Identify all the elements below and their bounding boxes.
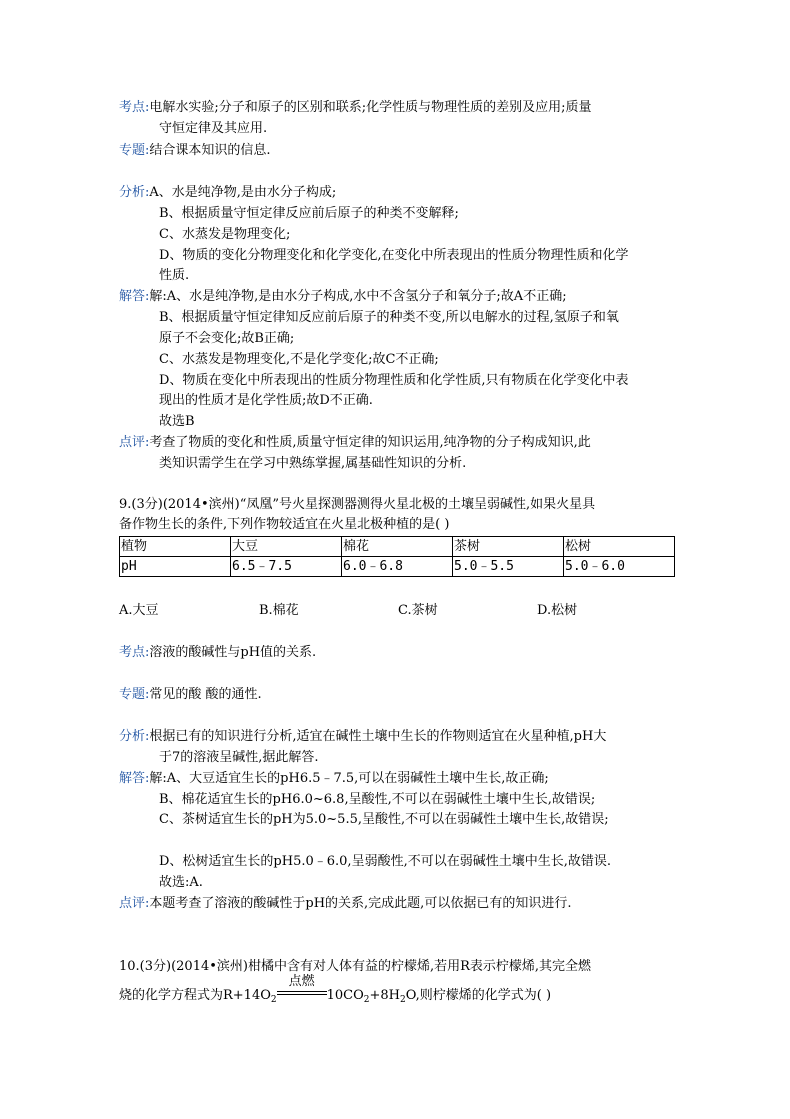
dianping-line-2: 类知识需学生在学习中熟练掌握,属基础性知识的分析.	[159, 456, 467, 471]
q9-jieda-line-5: 故选:A.	[159, 875, 203, 890]
option-a: A.大豆	[119, 603, 159, 618]
table-cell: 松树	[564, 537, 675, 557]
option-c: C.茶树	[398, 603, 438, 618]
option-d: D.松树	[537, 603, 578, 618]
table-cell: pH	[120, 557, 231, 577]
jieda-line-3: 原子不会变化;故B正确;	[159, 331, 295, 346]
q10-stem-line-1: 10.(3分)(2014•滨州)柑橘中含有对人体有益的柠檬烯,若用R表示柠檬烯,其完全燃	[119, 959, 592, 974]
q9-stem-line-2: 备作物生长的条件,下列作物较适宜在火星北极种植的是( )	[119, 517, 450, 532]
table-cell: 棉花	[342, 537, 453, 557]
kaodian-label: 考点:	[119, 100, 150, 115]
table-cell: 茶树	[453, 537, 564, 557]
table-cell: 大豆	[231, 537, 342, 557]
kaodian-line-1	[119, 100, 592, 116]
jieda-line-5: D、物质在变化中所表现出的性质分物理性质和化学性质,只有物质在化学变化中表	[159, 373, 629, 388]
q9-jieda-line-4: D、松树适宜生长的pH5.0﹣6.0,呈弱酸性,不可以在弱碱性土壤中生长,故错误.	[159, 854, 611, 869]
jieda-text: 解:A、水是纯净物,是由水分子构成,水中不含氢分子和氧分子;故A不正确;	[149, 289, 567, 304]
option-b: B.棉花	[259, 603, 299, 618]
q9-jieda-line-2: B、棉花适宜生长的pH6.0~6.8,呈酸性,不可以在弱碱性土壤中生长,故错误;	[159, 792, 596, 807]
jieda-line-4: C、水蒸发是物理变化,不是化学变化;故C不正确;	[159, 352, 439, 367]
q9-jieda-text: 解:A、大豆适宜生长的pH6.5﹣7.5,可以在弱碱性土壤中生长,故正确;	[149, 771, 549, 786]
jieda-line-7: 故选B	[159, 414, 195, 429]
jieda-line-2: B、根据质量守恒定律知反应前后原子的种类不变,所以电解水的过程,氢原子和氧	[159, 310, 619, 325]
zhuanti-line	[119, 143, 271, 159]
fenxi-line-5: 性质.	[159, 268, 190, 283]
subscript: 2	[363, 995, 370, 1005]
q9-fenxi-label: 分析:	[119, 729, 150, 744]
equals-bar	[277, 991, 327, 995]
q9-jieda-line-1	[119, 771, 549, 787]
fenxi-line-1	[119, 185, 336, 201]
q9-kaodian-text: 溶液的酸碱性与pH值的关系.	[149, 645, 317, 660]
equation-part: O,则柠檬烯的化学式为( )	[405, 988, 552, 1003]
q9-dianping-label: 点评:	[119, 896, 150, 911]
reaction-condition	[277, 974, 327, 1004]
table-cell: 6.5﹣7.5	[231, 557, 342, 577]
q10-stem-line-2	[119, 974, 552, 1005]
subscript: 2	[400, 995, 406, 1005]
subscript: 2	[270, 995, 277, 1005]
ph-table	[119, 536, 675, 577]
q9-stem-line-1: 9.(3分)(2014•滨州)“凤凰”号火星探测器测得火星北极的土壤呈弱碱性,如果火星具	[119, 497, 596, 512]
table-cell: 6.0﹣6.8	[342, 557, 453, 577]
equation-part: 10CO	[326, 988, 364, 1003]
q9-jieda-line-3: C、茶树适宜生长的pH为5.0~5.5,呈酸性,不可以在弱碱性土壤中生长,故错误;	[159, 812, 609, 827]
q9-dianping-line	[119, 896, 571, 912]
q9-fenxi-text: 根据已有的知识进行分析,适宜在碱性土壤中生长的作物则适宜在火星种植,pH大	[149, 729, 607, 744]
q9-dianping-text: 本题考查了溶液的酸碱性于pH的关系,完成此题,可以依据已有的知识进行.	[149, 896, 572, 911]
q9-kaodian-label: 考点:	[119, 645, 150, 660]
q9-zhuanti-line	[119, 687, 262, 703]
fenxi-line-4: D、物质的变化分物理变化和化学变化,在变化中所表现出的性质分物理性质和化学	[159, 248, 629, 263]
q9-jieda-label: 解答:	[119, 771, 150, 786]
q9-kaodian-line	[119, 645, 316, 661]
dianping-line-1	[119, 435, 591, 451]
jieda-line-1	[119, 289, 567, 305]
condition-label: 点燃	[288, 974, 315, 989]
fenxi-line-2: B、根据质量守恒定律反应前后原子的种类不变解释;	[159, 206, 459, 221]
kaodian-text: 电解水实验;分子和原子的区别和联系;化学性质与物理性质的差别及应用;质量	[149, 100, 592, 115]
q9-fenxi-line-2: 于7的溶液呈碱性,据此解答.	[159, 750, 319, 765]
fenxi-line-3: C、水蒸发是物理变化;	[159, 227, 291, 242]
kaodian-line-2: 守恒定律及其应用.	[159, 121, 268, 136]
table-cell: 植物	[120, 537, 231, 557]
table-cell: 5.0﹣5.5	[453, 557, 564, 577]
equation-part: +8H	[369, 988, 401, 1003]
fenxi-text: A、水是纯净物,是由水分子构成;	[149, 185, 337, 200]
fenxi-label: 分析:	[119, 185, 150, 200]
table-row	[120, 557, 675, 577]
table-row	[120, 537, 675, 557]
zhuanti-label: 专题:	[119, 143, 150, 158]
dianping-text: 考查了物质的变化和性质,质量守恒定律的知识运用,纯净物的分子构成知识,此	[149, 435, 591, 450]
equation-part: 烧的化学方程式为R+14O	[119, 988, 271, 1003]
zhuanti-text: 结合课本知识的信息.	[149, 143, 271, 158]
dianping-label: 点评:	[119, 435, 150, 450]
jieda-line-6: 现出的性质才是化学性质;故D不正确.	[159, 393, 373, 408]
q9-zhuanti-text: 常见的酸 酸的通性.	[149, 687, 262, 702]
table-cell: 5.0﹣6.0	[564, 557, 675, 577]
q9-zhuanti-label: 专题:	[119, 687, 150, 702]
jieda-label: 解答:	[119, 289, 150, 304]
q9-fenxi-line-1	[119, 729, 606, 745]
